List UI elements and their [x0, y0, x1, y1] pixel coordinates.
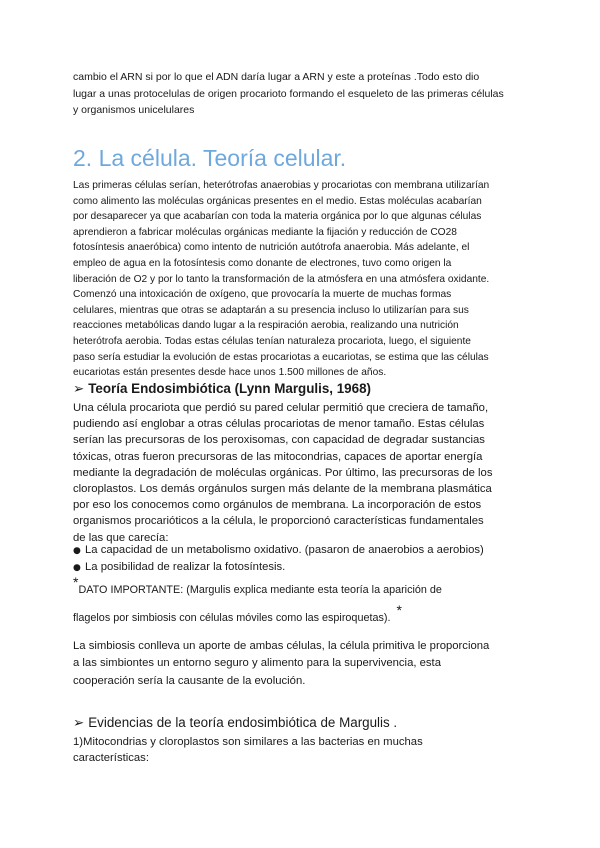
text-line: características:	[73, 752, 149, 765]
list-item	[73, 559, 533, 576]
subheading-text: Teoría Endosimbiótica (Lynn Margulis, 1968)	[88, 381, 371, 396]
text-line: reacciones metabólicas dando lugar a la respiración aerobia, realizando una nutrición	[73, 320, 459, 332]
note-line-2	[73, 602, 543, 629]
text-line: por desaparecer ya que acabarían con toda la materia orgánica por lo que algunas células	[73, 211, 482, 223]
text-line: celulares, mientras que otras se adaptarán a su presencia incluso lo utilizarían para sus	[73, 304, 469, 316]
list-item	[73, 542, 533, 559]
note-text-1: DATO IMPORTANTE: (Margulis explica mediante esta teoría la aparición de	[78, 584, 442, 596]
list-item-text: La posibilidad de realizar la fotosíntesis.	[85, 561, 286, 574]
text-line: organismos procarióticos a la célula, le proporcionó características fundamentales	[73, 515, 484, 528]
text-line: serían las precursoras de los peroxisomas, con capacidad de degradar sustancias	[73, 434, 485, 447]
bullet-list	[73, 542, 533, 576]
text-line: eucariotas están presentes desde hace unos 1.500 millones de años.	[73, 367, 387, 379]
subheading-evidence	[73, 713, 533, 734]
text-line: a las simbiontes un entorno seguro y alimento para la supervivencia, esta	[73, 656, 441, 669]
note-line-1	[73, 574, 543, 601]
text-line: Las primeras células serían, heterótrofas anaerobias y procariotas con membrana utilizarían	[73, 180, 490, 191]
symbiosis-paragraph	[73, 638, 533, 690]
note-text-2: flagelos por simbiosis con células móviles como las espiroquetas).	[73, 612, 391, 624]
text-line: cambio el ARN si por lo que el ADN daría lugar a ARN y este a proteínas .Todo esto dio	[73, 71, 480, 83]
text-line: fotosíntesis anaeróbica) como intento de nutrición autótrofa anaerobia. Más adelante, el	[73, 242, 470, 254]
section-heading-cell: 2. La célula. Teoría celular.	[73, 145, 347, 171]
text-line: tóxicas, otras fueron precursoras de las mitocondrias, capaces de aportar energía	[73, 450, 483, 463]
important-note	[73, 574, 543, 629]
arrow-icon: ➢	[73, 382, 85, 397]
text-line: 1)Mitocondrias y cloroplastos son similares a las bacterias en muchas	[73, 736, 423, 748]
text-line: como alimento las moléculas orgánicas presentes en el medio. Estas moléculas acabarían	[73, 195, 482, 207]
text-line: aprendieron a fabricar moléculas orgánicas mediante la fijación y reducción de CO28	[73, 226, 457, 238]
text-line: lugar a unas protocelulas de origen procarioto formando el esqueleto de las primeras células	[73, 87, 504, 100]
asterisk-icon: *	[73, 574, 79, 590]
subheading-text: Evidencias de la teoría endosimbiótica de Margulis .	[88, 715, 398, 730]
text-line: Comenzó una intoxicación de oxígeno, que provocaría la muerte de muchas formas	[73, 289, 452, 301]
subheading-endosymbiotic	[73, 379, 533, 400]
text-line: y organismos unicelulares	[73, 104, 195, 116]
text-line: cloroplastos. Los demás orgánulos surgen más delante de la membrana plasmática	[73, 483, 492, 496]
evidence-paragraph	[73, 734, 533, 766]
text-line: por eso los conocemos como orgánulos de membrana. La incorporación de estos	[73, 499, 482, 512]
bullet-icon: ●	[73, 546, 81, 556]
text-line: de las que carecía:	[73, 531, 169, 544]
endosymbiotic-paragraph	[73, 400, 535, 546]
asterisk-icon: *	[396, 602, 402, 618]
arrow-icon: ➢	[73, 716, 85, 731]
cell-paragraph	[73, 178, 531, 381]
list-item-text: La capacidad de un metabolismo oxidativo. (pasaron de anaerobios a aerobios)	[85, 544, 484, 556]
text-line: liberación de O2 y por lo tanto la transformación de la atmósfera en una atmósfera oxidante.	[73, 273, 490, 285]
text-line: Una célula procariota que perdió su pared celular permitió que creciera de tamaño,	[73, 402, 489, 414]
text-line: cooperación sería la causante de la evolución.	[73, 675, 306, 687]
text-line: paso sería estudiar la evolución de estas procariotas a eucariotas, se estima que las células	[73, 351, 489, 363]
text-line: empleo de agua en la fotosíntesis como donante de electrones, tuvo como origen la	[73, 257, 452, 269]
intro-paragraph	[73, 69, 533, 119]
text-line: mediante la degradación de moléculas orgánicas. Por último, las precursoras de los	[73, 466, 493, 479]
text-line: La simbiosis conlleva un aporte de ambas células, la célula primitiva le proporciona	[73, 640, 490, 652]
text-line: heterótrofa aerobia. Todas estas células tenían naturaleza procariota, luego, el siguiente	[73, 335, 471, 347]
bullet-icon: ●	[73, 563, 81, 574]
text-line: pudiendo así englobar a otras células procariotas de menor tamaño. Estas células	[73, 418, 485, 431]
